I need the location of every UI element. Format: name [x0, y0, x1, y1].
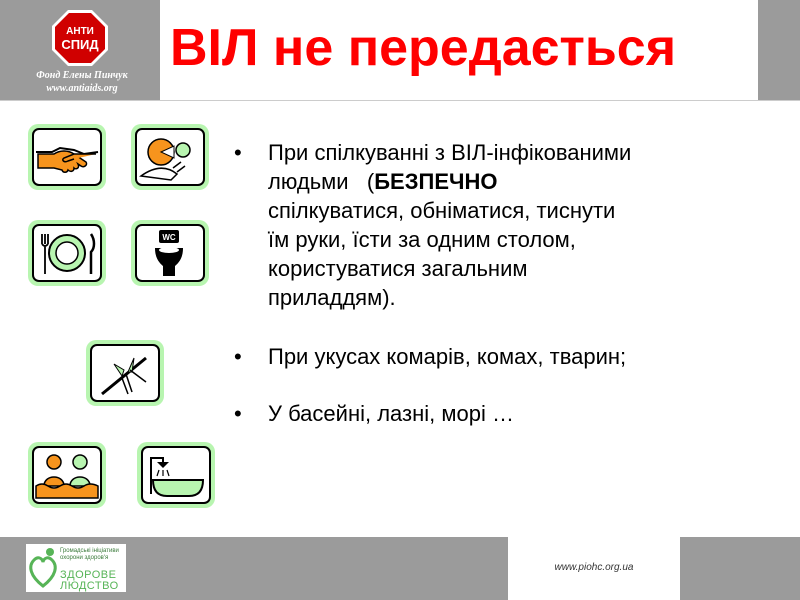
- bullet-marker: •: [234, 344, 242, 369]
- logo-caption: [60, 548, 119, 562]
- heart-person-icon: [26, 544, 60, 592]
- shared-food-icon: [131, 124, 209, 190]
- bullet-marker: •: [234, 140, 242, 165]
- bullet-1-line-2: [268, 167, 784, 196]
- logo-name-line-2: ЛЮДСТВО: [60, 580, 119, 592]
- bullet-1-line-5: користуватися загальним: [268, 256, 528, 281]
- bullet-1-line-2-text: людьми (: [268, 169, 375, 194]
- bullet-item-bites: [234, 342, 784, 371]
- bullet-list: [234, 138, 784, 428]
- logo-sign-line1: АНТИ: [66, 26, 94, 37]
- bullet-1-line-4: їм руки, їсти за одним столом,: [268, 227, 576, 252]
- logo-org-url: www.antiaids.org: [46, 83, 118, 94]
- logo-org-name: Фонд Елены Пинчук: [36, 70, 128, 81]
- header-divider: [0, 100, 800, 101]
- logo-sign-line2: СПИД: [61, 37, 99, 52]
- slide-title: ВІЛ не передається: [170, 19, 677, 77]
- handshake-icon: [28, 124, 106, 190]
- bullet-3-text: У басейні, лазні, морі …: [268, 401, 514, 426]
- footer-url[interactable]: www.piohc.org.ua: [554, 562, 634, 573]
- logo-wordmark: [60, 570, 119, 592]
- logo-name-line-1: ЗДОРОВЕ: [60, 569, 117, 581]
- bullet-1-line-3: спілкуватися, обніматися, тиснути: [268, 198, 616, 223]
- slide-header: [0, 0, 800, 100]
- plate-cutlery-icon: [28, 220, 106, 286]
- stop-sign-logo-icon: [50, 8, 110, 68]
- safe-emphasis: БЕЗПЕЧНО: [374, 169, 498, 194]
- shower-bath-icon: [137, 442, 215, 508]
- bullet-2-text: При укусах комарів, комах, тварин;: [268, 344, 627, 369]
- zdorove-lyudstvo-logo: [26, 544, 126, 592]
- bullet-item-communication: [234, 138, 784, 312]
- bullet-1-line-1: При спілкуванні з ВІЛ-інфікованими: [268, 140, 632, 165]
- bullet-1-line-6: приладдям).: [268, 285, 396, 310]
- bullet-item-water: [234, 399, 784, 428]
- header-right-band: [758, 0, 800, 100]
- pool-people-icon: [28, 442, 106, 508]
- svg-text:WC: WC: [162, 233, 176, 242]
- toilet-wc-icon: [131, 220, 209, 286]
- bullet-marker: •: [234, 401, 242, 426]
- logo-caption-line-2: охорони здоров'я: [60, 555, 109, 561]
- logo-caption-line-1: Громадські ініціативи: [60, 548, 119, 554]
- mosquito-icon: [86, 340, 164, 406]
